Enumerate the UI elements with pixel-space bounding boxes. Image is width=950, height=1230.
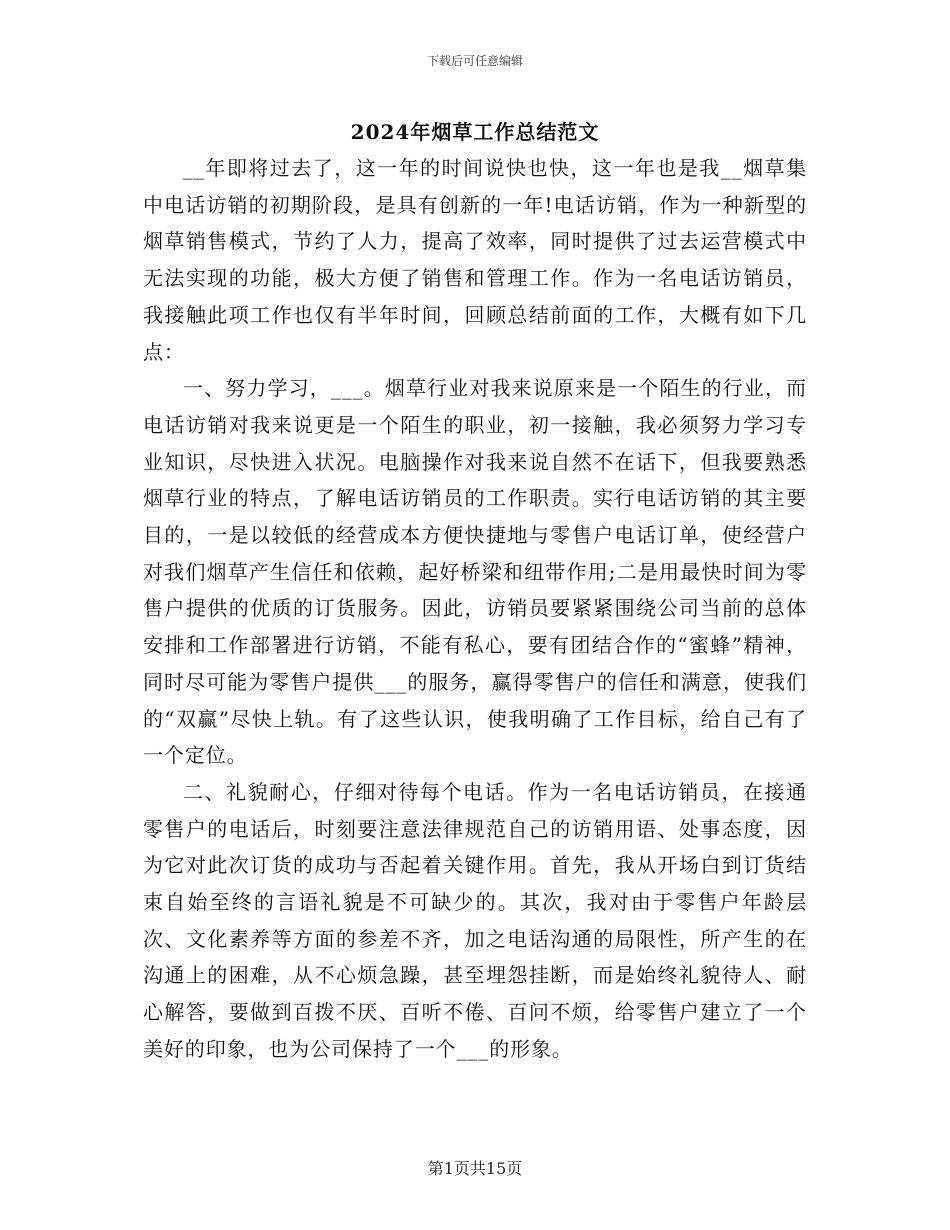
paragraph-intro: __年即将过去了，这一年的时间说快也快，这一年也是我__烟草集中电话访销的初期阶段，是具有创新的一年!电话访销，作为一种新型的烟草销售模式，节约了人力，提高了效率，同时提供了过去运营模式中无法实现的功能，极大方便了销售和管理工作。作为一名电话访销员，我接触此项工作也仅有半年时间，回顾总结前面的工作，大概有如下几点： (143, 156, 807, 364)
document-title: 2024年烟草工作总结范文 (350, 120, 600, 144)
page-number: 第1页共15页 (427, 1159, 523, 1178)
paragraph-section-2: 二、礼貌耐心，仔细对待每个电话。作为一名电话访销员，在接通零售户的电话后，时刻要注意法律规范自己的访销用语、处事态度，因为它对此次订货的成功与否起着关键作用。首先，我从开场白到订货结束自始至终的言语礼貌是不可缺少的。其次，我对由于零售户年龄层次、文化素养等方面的参差不齐，加之电话沟通的局限性，所产生的在沟通上的困难，从不心烦急躁，甚至埋怨挂断，而是始终礼貌待人、耐心解答，要做到百拨不厌、百听不倦、百问不烦，给零售户建立了一个美好的印象，也为公司保持了一个___的形象。 (143, 779, 807, 1061)
document-body (143, 150, 807, 1068)
paragraph-section-1: 一、努力学习，___。烟草行业对我来说原来是一个陌生的行业，而电话访销对我来说更是一个陌生的职业，初一接触，我必须努力学习专业知识，尽快进入状况。电脑操作对我来说自然不在话下，但我要熟悉烟草行业的特点，了解电话访销员的工作职责。实行电话访销的其主要目的，一是以较低的经营成本方便快捷地与零售户电话订单，使经营户对我们烟草产生信任和依赖，起好桥梁和纽带作用;二是用最快时间为零售户提供的优质的订货服务。因此，访销员要紧紧围绕公司当前的总体安排和工作部署进行访销，不能有私心，要有团结合作的“蜜蜂”精神，同时尽可能为零售户提供___的服务，赢得零售户的信任和满意，使我们的“双赢”尽快上轨。有了这些认识，使我明确了工作目标，给自己有了一个定位。 (143, 376, 807, 768)
download-note: 下载后可任意编辑 (426, 54, 523, 68)
